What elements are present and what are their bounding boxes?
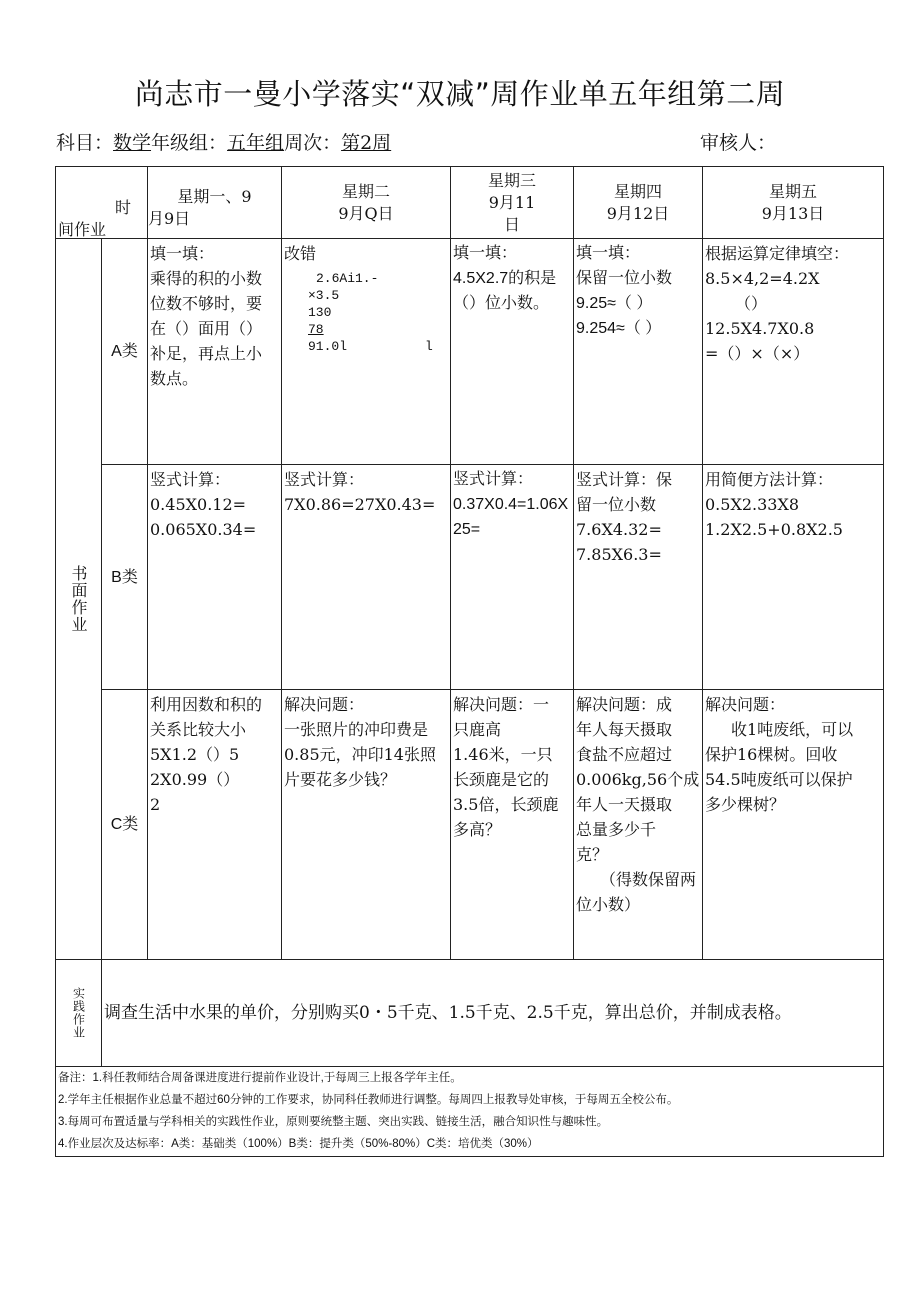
text-line: 5X1.2（）5 <box>150 745 240 764</box>
text-line: 0.37X0.4=1.06X <box>453 496 569 513</box>
text-line: 年人一天摄取 <box>576 795 673 814</box>
text-line: 年人每天摄取 <box>576 720 673 739</box>
text-line: （得数保留两 <box>600 870 697 889</box>
text-line: 1.2X2.5+0.8X2.5 <box>705 520 843 539</box>
cell-c-wed <box>451 690 574 960</box>
text-line: 克？ <box>576 845 609 864</box>
cell-b-tue <box>282 465 451 690</box>
text-line: 关系比较大小 <box>150 720 247 739</box>
note-line: 3.每周可布置适量与学科相关的实践性作业，原则要统整主题、突出实践、链接生活，融合知识性与趣味性。 <box>58 1116 609 1128</box>
header-tuesday <box>282 167 451 239</box>
text-line: 12.5X4.7X0.8 <box>705 319 815 338</box>
practice-task: 调查生活中水果的单价，分别购买0・5千克、1.5千克、2.5千克，算出总价，并制成表格。 <box>102 960 884 1067</box>
vertical-calculation <box>284 270 448 355</box>
wednesday-line1: 星期三 <box>487 170 536 190</box>
text-line: 保留一位小数 <box>576 270 673 287</box>
level-b: B类 <box>102 465 148 690</box>
text-line: 根据运算定律填空： <box>705 244 850 263</box>
header-wednesday <box>451 167 574 239</box>
monday-line1: 星期一、9 <box>177 186 252 206</box>
text-line: 0.006kg,56个成 <box>576 770 700 789</box>
cell-c-tue <box>282 690 451 960</box>
text-line: 数点。 <box>150 369 199 388</box>
text-line: =（）×（×） <box>705 344 810 363</box>
text-line: 竖式计算：保 <box>576 470 673 489</box>
text-line: 填一填： <box>150 244 215 263</box>
section-written <box>56 239 102 960</box>
text-line: 2 <box>150 795 161 814</box>
text-line: 0.45X0.12= <box>150 495 247 514</box>
corner-top: 时 <box>114 198 131 217</box>
note-line: 备注：1.科任教师结合周备课进度进行提前作业设计,于每周三上报各学年主任。 <box>58 1072 462 1084</box>
calc-line: 91.0l l <box>308 339 433 354</box>
text-line: 7.6X4.32= <box>576 520 662 539</box>
header-thursday <box>574 167 703 239</box>
reviewer-label: 审核人： <box>700 132 777 154</box>
text-line: 解决问题： <box>284 695 365 714</box>
text-line: 竖式计算： <box>150 470 231 489</box>
text-line: 1.46米，一只 <box>453 745 553 764</box>
text-line: 一张照片的冲印费是 <box>284 720 429 739</box>
text-line: （） <box>735 294 768 313</box>
thursday-line2: 9月12日 <box>606 203 670 223</box>
thursday-line1: 星期四 <box>613 181 662 201</box>
text-line: 9.25≈（ ） <box>576 295 653 312</box>
cell-b-fri <box>703 465 884 690</box>
cell-a-mon <box>148 239 282 465</box>
text-line: 用简便方法计算： <box>705 470 834 489</box>
text-line: 长颈鹿是它的 <box>453 770 550 789</box>
friday-line2: 9月13日 <box>761 203 825 223</box>
text-line: 2X0.99（） <box>150 770 240 789</box>
text-line: 3.5倍，长颈鹿 <box>453 795 559 814</box>
text-line: 0.85元，冲印14张照 <box>284 745 436 764</box>
cell-c-fri <box>703 690 884 960</box>
text-line: 0.065X0.34= <box>150 520 257 539</box>
text-line: 4.5X2.7的积是 <box>453 270 557 287</box>
text-line: 25= <box>453 521 481 538</box>
text-line: 8.5×4,2=4.2X <box>705 269 820 288</box>
text-line: 7.85X6.3= <box>576 545 662 564</box>
text-line: （）位小数。 <box>453 295 550 312</box>
text-line: 位数不够时，要 <box>150 294 263 313</box>
friday-line1: 星期五 <box>768 181 817 201</box>
text-line: 在（）面用（） <box>150 319 263 338</box>
text-line: 总量多少千 <box>576 820 657 839</box>
calc-line: 78 <box>308 322 324 337</box>
text-line: 多高？ <box>453 820 502 839</box>
page-title: 尚志市一曼小学落实“双减”周作业单五年组第二周 <box>134 77 786 111</box>
note-line: 4.作业层次及达标率：A类：基础类（100%）B类：提升类（50%-80%）C类：培优类（30%） <box>58 1138 539 1150</box>
text-line: 竖式计算： <box>453 471 534 488</box>
text-line: 留一位小数 <box>576 495 657 514</box>
text-line: 解决问题：一 <box>453 695 550 714</box>
text-line: 乘得的积的小数 <box>150 269 263 288</box>
header-monday <box>148 167 282 239</box>
subject-value: 数学 <box>113 132 152 154</box>
text-line: 收1吨废纸，可以 <box>731 720 854 739</box>
text-line: 填一填： <box>453 245 518 262</box>
text-line: 9.254≈（ ） <box>576 320 662 337</box>
text-line: 位小数） <box>576 895 641 914</box>
note-line: 2.学年主任根据作业总量不超过60分钟的工作要求，协同科任教师进行调整。每周四上报教导处审核，于每周五全校公布。 <box>58 1094 679 1106</box>
text-line: 解决问题：成 <box>576 695 673 714</box>
cell-a-tue <box>282 239 451 465</box>
calc-line: 2.6Ai1.- <box>316 271 379 286</box>
text-line: 改错 <box>284 244 317 263</box>
cell-b-thu <box>574 465 703 690</box>
text-line: 解决问题： <box>705 695 786 714</box>
header-friday <box>703 167 884 239</box>
corner-bottom: 间作业 <box>58 220 107 239</box>
practice-label: 实践作业 <box>71 987 86 1039</box>
text-line: 食盐不应超过 <box>576 745 673 764</box>
text-line: 利用因数和积的 <box>150 695 263 714</box>
calc-line: 130 <box>308 305 332 320</box>
practice-label-cell <box>56 960 102 1067</box>
tuesday-line1: 星期二 <box>341 181 390 201</box>
meta-line <box>56 128 391 155</box>
cell-a-fri <box>703 239 884 465</box>
grade-label: 年级组： <box>151 132 228 154</box>
calc-line: ×3.5 <box>308 288 340 303</box>
text-line: 多少棵树？ <box>705 795 786 814</box>
tuesday-line2: 9月Q日 <box>338 203 394 223</box>
text-line: 0.5X2.33X8 <box>705 495 800 514</box>
text-line: 只鹿高 <box>453 720 502 739</box>
cell-a-wed <box>451 239 574 465</box>
cell-c-thu <box>574 690 703 960</box>
week-value: 第2周 <box>341 132 392 154</box>
text-line: 保护16棵树。回收 <box>705 745 838 764</box>
grade-value: 五年组 <box>227 132 285 154</box>
text-line: 竖式计算： <box>284 470 365 489</box>
text-line: 填一填： <box>576 245 641 262</box>
cell-c-mon <box>148 690 282 960</box>
level-c: C类 <box>102 690 148 960</box>
wednesday-line2: 9月11 <box>488 192 536 212</box>
level-a: A类 <box>102 239 148 465</box>
cell-b-wed <box>451 465 574 690</box>
text-line: 54.5吨废纸可以保护 <box>705 770 853 789</box>
wednesday-line3: 日 <box>503 214 520 234</box>
subject-label: 科目： <box>56 132 114 154</box>
week-label: 周次： <box>284 132 342 154</box>
cell-a-thu <box>574 239 703 465</box>
text-line: 片要花多少钱？ <box>284 770 397 789</box>
monday-line2: 月9日 <box>148 208 191 228</box>
homework-table <box>55 166 884 1157</box>
header-corner <box>56 167 148 239</box>
notes <box>56 1067 884 1157</box>
text-line: 补足，再点上小 <box>150 344 263 363</box>
text-line: 7X0.86=27X0.43= <box>284 495 436 514</box>
section-written-label: 书面作业 <box>69 565 88 633</box>
cell-b-mon <box>148 465 282 690</box>
